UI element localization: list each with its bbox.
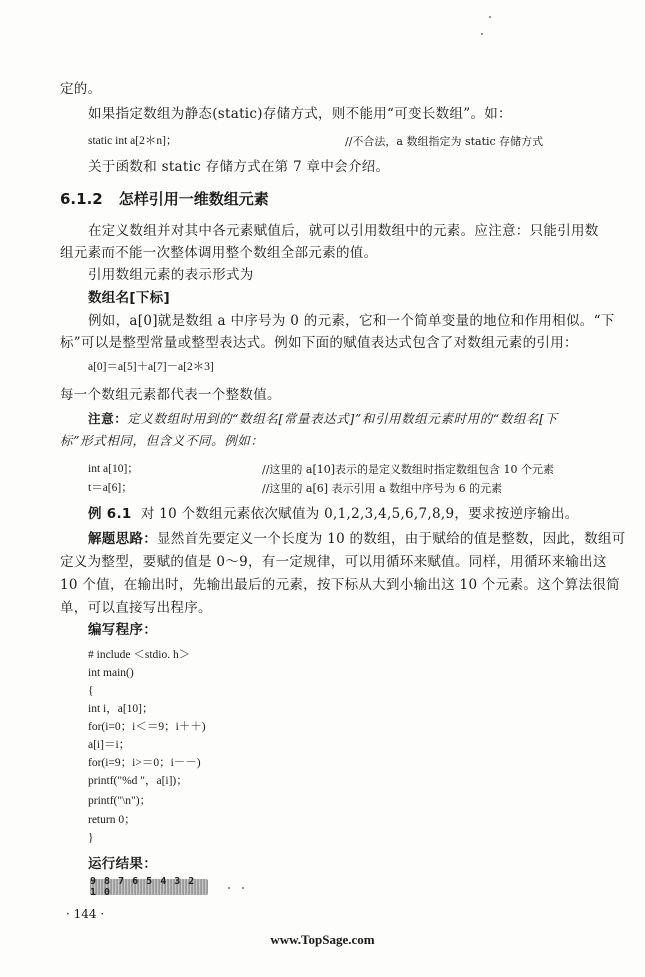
program-line: printf("%d "，a[i])；: [88, 775, 188, 787]
solution-text-1: 显然首先要定义一个长度为 10 的数组，由于赋给的值是整数，因此，数组可: [157, 531, 626, 547]
program-line: int i，a[10]；: [88, 703, 154, 715]
assign-code: a[0]＝a[5]＋a[7]－a[2＊3]: [88, 361, 214, 373]
t-code: t＝a[6]；: [88, 482, 133, 494]
def-code: int a[10]；: [88, 463, 139, 475]
continuation-text: 定的。: [60, 81, 102, 97]
program-line: int main(): [88, 667, 134, 679]
reference-paragraph-line1: 在定义数组并对其中各元素赋值后，就可以引用数组中的元素。应注意：只能引用数: [88, 223, 599, 239]
solution-line1: [88, 528, 638, 550]
program-line: for(i=9；i>＝0；i－－): [88, 757, 201, 769]
solution-line4: 单，可以直接写出程序。: [60, 600, 212, 616]
example-text: 对 10 个数组元素依次赋值为 0,1,2,3,4,5,6,7,8,9，要求按逆序输出。: [140, 506, 579, 522]
program-line: # include ＜stdio. h＞: [88, 649, 191, 661]
each-element-paragraph: 每一个数组元素都代表一个整数值。: [60, 387, 281, 403]
solution-label: 解题思路：: [88, 531, 157, 547]
scan-speck: [489, 16, 491, 18]
program-line: {: [88, 685, 94, 697]
t-comment: //这里的 a[6] 表示引用 a 数组中序号为 6 的元素: [262, 482, 503, 495]
note-line2: 标”形式相同，但含义不同。例如：: [60, 433, 264, 448]
scan-speck: [242, 887, 244, 889]
scan-speck: [481, 33, 483, 35]
program-line: a[i]＝i；: [88, 739, 131, 751]
scan-speck: [228, 887, 230, 889]
watermark-url: www.TopSage.com: [270, 932, 375, 947]
note-text-1: 定义数组时用到的“数组名[常量表达式]”和引用数组元素时用的“数组名[下: [127, 411, 558, 426]
example-paragraph-line2: 标”可以是整型常量或整型表达式。例如下面的赋值表达式包含了对数组元素的引用：: [60, 335, 578, 351]
write-program-label: 编写程序：: [88, 622, 157, 638]
format-line: 数组名[下标]: [88, 290, 170, 306]
static-paragraph: 如果指定数组为静态(static)存储方式，则不能用“可变长数组”。如：: [88, 106, 512, 122]
section-title: 怎样引用一维数组元素: [118, 190, 269, 208]
solution-line3: 10 个值，在输出时，先输出最后的元素，按下标从大到小输出这 10 个元素。这个算法很简: [60, 577, 620, 593]
section-number: 6.1.2: [60, 190, 103, 208]
static-comment: //不合法，a 数组指定为 static 存储方式: [345, 135, 544, 148]
run-output-image: [90, 876, 208, 898]
program-line: return 0；: [88, 814, 136, 826]
run-result-label: 运行结果：: [88, 856, 157, 872]
form-paragraph: 引用数组元素的表示形式为: [88, 267, 254, 283]
example-paragraph-line1: 例如，a[0]就是数组 a 中序号为 0 的元素，它和一个简单变量的地位和作用相似。“下: [88, 313, 615, 329]
page-number: · 144 ·: [66, 907, 105, 921]
section-heading: [60, 188, 269, 209]
note-label: 注意：: [88, 411, 128, 426]
static-code: static int a[2＊n]；: [88, 135, 178, 147]
run-output-text: 9 8 7 6 5 4 3 2 1 0: [90, 876, 196, 898]
reference-paragraph-line2: 组元素而不能一次整体调用整个数组全部元素的值。: [60, 245, 378, 261]
program-line: printf("\n")；: [88, 795, 152, 807]
def-comment: //这里的 a[10]表示的是定义数组时指定数组包含 10 个元素: [262, 463, 555, 476]
program-line: for(i=0；i＜＝9；i＋＋): [88, 721, 206, 733]
chapter7-paragraph: 关于函数和 static 存储方式在第 7 章中会介绍。: [88, 159, 390, 175]
solution-line2: 定义为整型，要赋的值是 0～9，有一定规律，可以用循环来赋值。同样，用循环来输出这: [60, 554, 607, 570]
example-label: 例 6.1: [88, 506, 132, 522]
example-6-1: [88, 503, 638, 525]
note-line1: [88, 408, 638, 430]
program-line: }: [88, 832, 94, 844]
